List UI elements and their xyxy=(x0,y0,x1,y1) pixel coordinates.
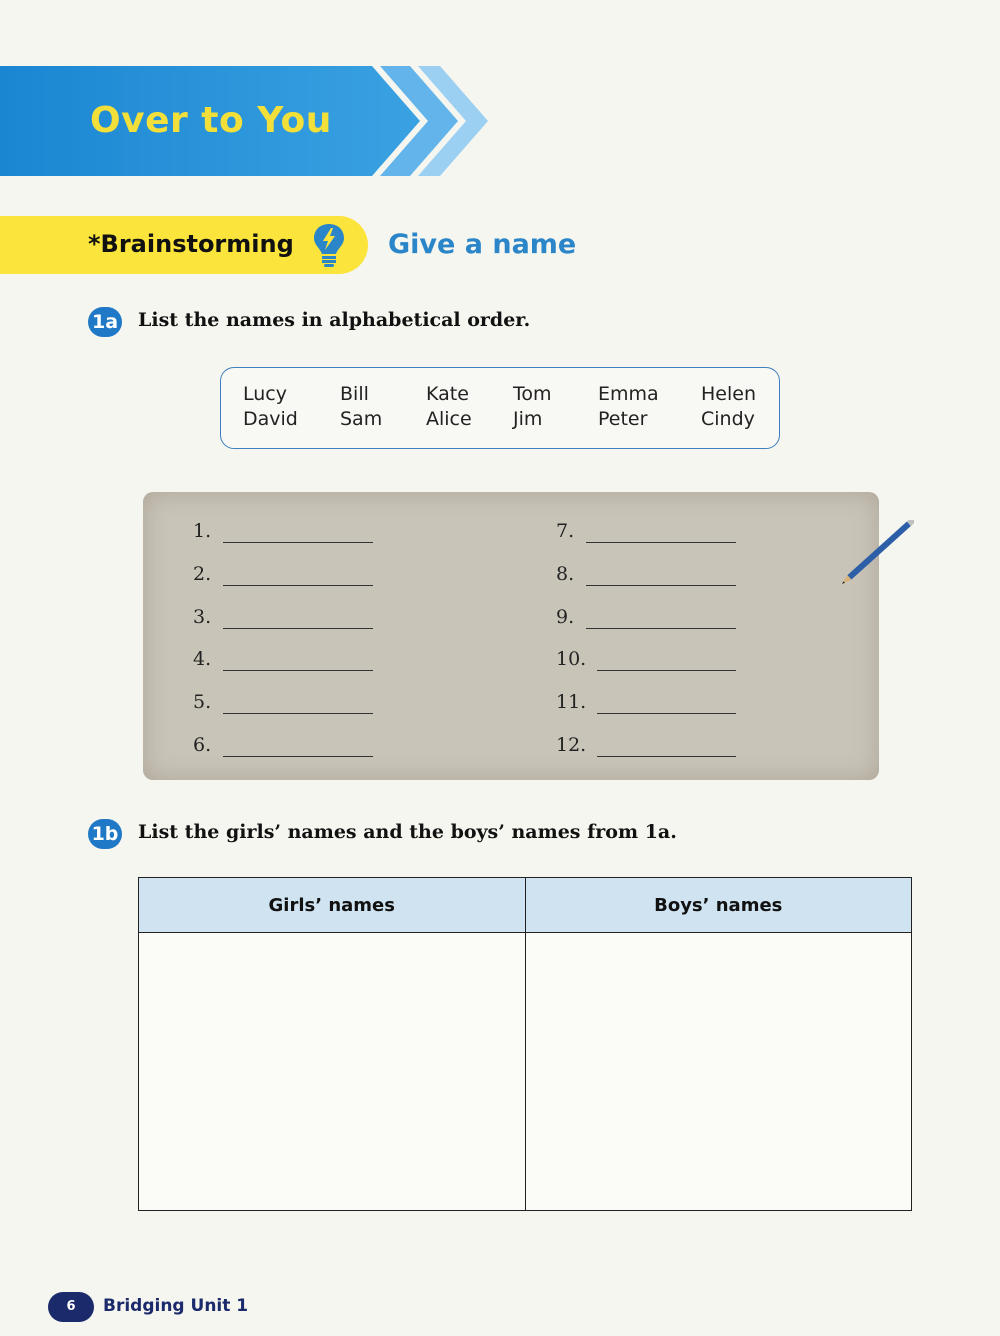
name-item: Peter xyxy=(598,408,648,430)
answer-number: 7. xyxy=(556,520,575,542)
answer-blank[interactable] xyxy=(597,713,736,714)
exercise-1b-instruction: List the girls’ names and the boys’ names from 1a. xyxy=(138,821,677,843)
name-item: Helen xyxy=(701,383,756,405)
answer-number: 6. xyxy=(193,734,212,756)
unit-label: Bridging Unit 1 xyxy=(103,1296,249,1316)
answer-number: 1. xyxy=(193,520,212,542)
answer-number: 9. xyxy=(556,606,575,628)
lightbulb-icon xyxy=(312,222,346,268)
name-column xyxy=(243,382,298,432)
name-item: Kate xyxy=(426,383,469,405)
answer-number: 4. xyxy=(193,648,212,670)
name-item: Bill xyxy=(340,383,369,405)
section-title: Give a name xyxy=(388,229,577,260)
answer-blank[interactable] xyxy=(223,585,373,586)
answer-number: 8. xyxy=(556,563,575,585)
answer-blank[interactable] xyxy=(223,670,373,671)
answer-blank[interactable] xyxy=(223,628,373,629)
answer-blank[interactable] xyxy=(586,542,736,543)
name-column xyxy=(701,382,756,432)
answer-blank[interactable] xyxy=(223,756,373,757)
answer-blank[interactable] xyxy=(586,585,736,586)
answer-number: 12. xyxy=(556,734,587,756)
answer-number: 5. xyxy=(193,691,212,713)
exercise-1b-badge: 1b xyxy=(88,819,122,849)
banner-title: Over to You xyxy=(90,100,332,141)
answer-number: 10. xyxy=(556,648,587,670)
names-table xyxy=(138,877,912,1211)
name-column xyxy=(513,382,552,432)
name-column xyxy=(426,382,472,432)
exercise-1a-badge: 1a xyxy=(88,307,122,337)
answer-blank[interactable] xyxy=(586,628,736,629)
girls-names-header: Girls’ names xyxy=(139,878,526,933)
answer-blank[interactable] xyxy=(223,713,373,714)
page-number-badge: 6 xyxy=(48,1292,94,1322)
name-item: Tom xyxy=(513,383,552,405)
boys-names-header: Boys’ names xyxy=(525,878,912,933)
answer-number: 11. xyxy=(556,691,587,713)
name-item: Alice xyxy=(426,408,472,430)
name-item: Emma xyxy=(598,383,659,405)
brainstorming-label: *Brainstorming xyxy=(88,230,294,258)
name-column xyxy=(340,382,382,432)
exercise-1a-instruction: List the names in alphabetical order. xyxy=(138,309,531,331)
name-item: Jim xyxy=(513,408,543,430)
girls-names-cell[interactable] xyxy=(139,933,526,1211)
answer-blank[interactable] xyxy=(223,542,373,543)
pencil-icon xyxy=(838,520,914,588)
answer-number: 3. xyxy=(193,606,212,628)
name-list-box xyxy=(220,367,780,449)
name-item: David xyxy=(243,408,298,430)
answer-number: 2. xyxy=(193,563,212,585)
answer-blank[interactable] xyxy=(597,670,736,671)
name-item: Sam xyxy=(340,408,383,430)
boys-names-cell[interactable] xyxy=(525,933,912,1211)
answer-blank[interactable] xyxy=(597,756,736,757)
answer-card xyxy=(143,492,879,780)
name-item: Cindy xyxy=(701,408,755,430)
name-item: Lucy xyxy=(243,383,287,405)
name-column xyxy=(598,382,659,432)
